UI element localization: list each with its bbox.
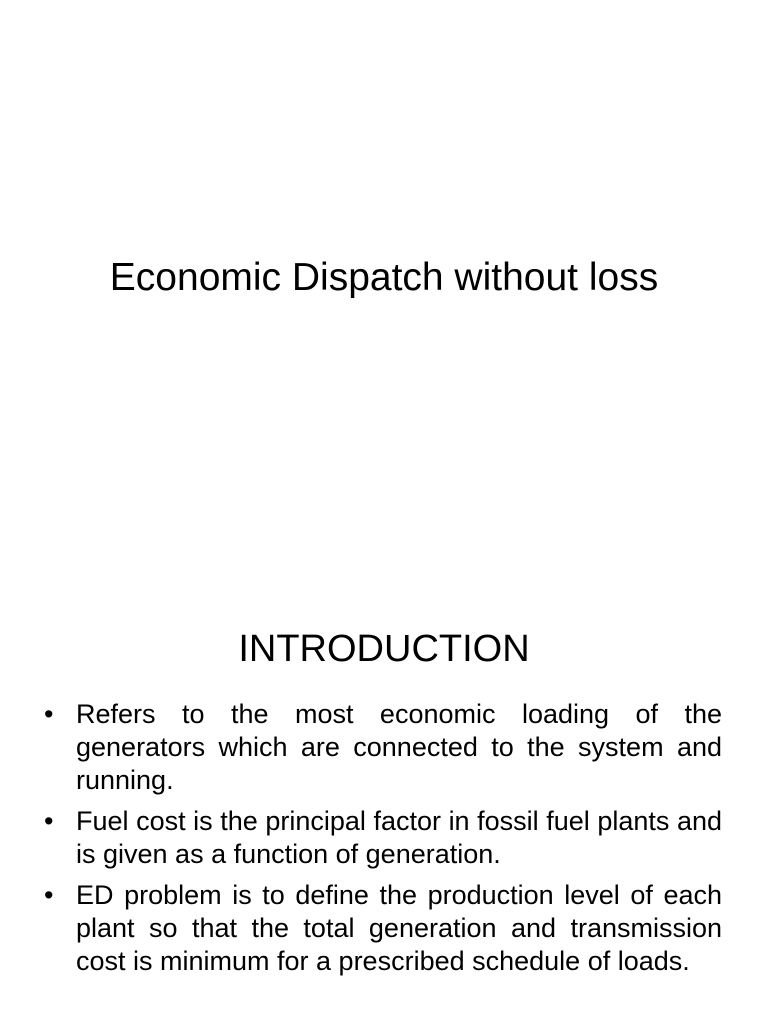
bullet-item	[42, 879, 722, 978]
bullet-item	[42, 698, 722, 797]
bullet-text: Refers to the most economic loading of the generators which are connected to the system and running.	[76, 699, 722, 795]
bullet-icon: •	[44, 806, 54, 836]
section-heading: INTRODUCTION	[238, 628, 530, 670]
bullet-text: ED problem is to define the production level of each plant so that the total generation and transmission cost is minimum for a prescribed schedule of loads.	[76, 880, 722, 976]
bullet-text: Fuel cost is the principal factor in fossil fuel plants and is given as a function of generation.	[76, 806, 722, 869]
bullet-item	[42, 805, 722, 871]
introduction-slide	[0, 560, 768, 1024]
bullet-list	[42, 698, 722, 986]
slide-title: Economic Dispatch without loss	[109, 256, 659, 299]
bullet-icon: •	[44, 699, 54, 729]
bullet-icon: •	[44, 880, 54, 910]
